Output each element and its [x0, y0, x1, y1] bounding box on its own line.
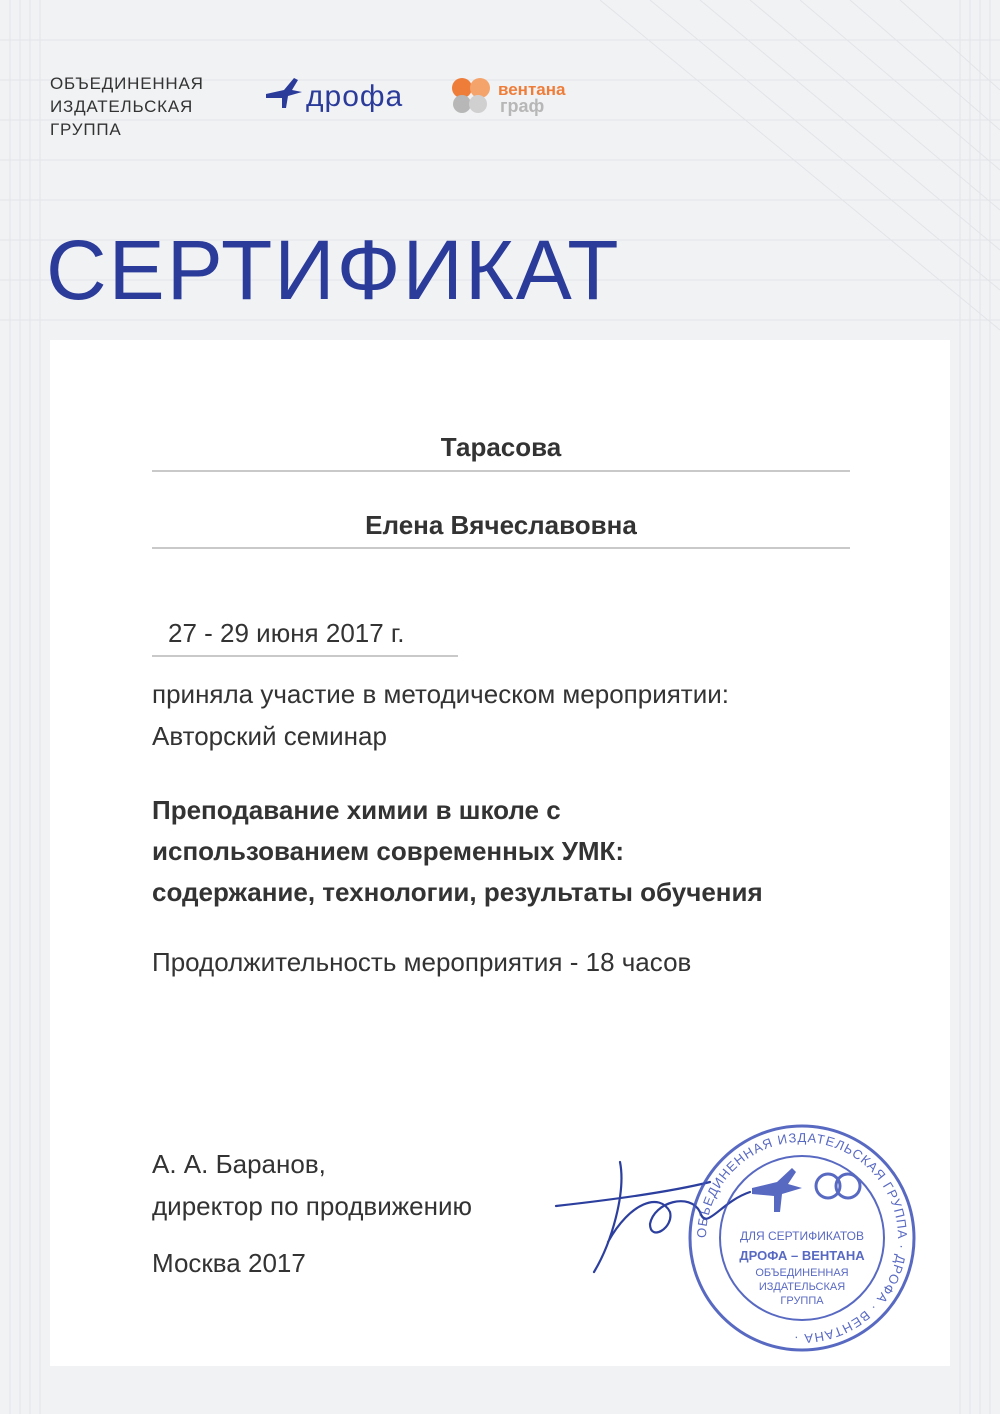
signatory-block [152, 1143, 472, 1227]
stamp-band-text: ДЛЯ СЕРТИФИКАТОВ [739, 1229, 865, 1243]
recipient-name: Елена Вячеславовна [365, 510, 637, 540]
stamp-ring-text: ОБЪЕДИНЕННАЯ ИЗДАТЕЛЬСКАЯ ГРУППА · ДРОФА · ВЕНТАНА · [693, 1129, 911, 1347]
graf-label: граф [500, 96, 545, 116]
participation-text [152, 673, 729, 757]
stamp-center-line-2: ОБЪЕДИНЕННАЯ [755, 1267, 849, 1279]
date-underline [152, 655, 458, 657]
stamp-center-line-1: ДРОФА – ВЕНТАНА [739, 1248, 865, 1263]
ventana-logo [450, 76, 590, 118]
surname-underline [152, 470, 850, 472]
drofa-logo [264, 74, 414, 114]
certificate-title: СЕРТИФИКАТ [46, 223, 621, 317]
event-duration: Продолжительность мероприятия - 18 часов [152, 947, 692, 977]
stamp-center-line-3: ИЗДАТЕЛЬСКАЯ [758, 1281, 846, 1293]
event-topic [152, 790, 763, 913]
group-line-3: ГРУППА [50, 120, 122, 139]
name-underline [152, 547, 850, 549]
topic-line-3: содержание, технологии, результаты обучения [152, 877, 763, 907]
drofa-bird-icon [264, 74, 304, 110]
topic-line-2: использованием современных УМК: [152, 836, 625, 866]
ventana-butterfly-icon [450, 76, 494, 116]
topic-line-1: Преподавание химии в школе с [152, 795, 561, 825]
participation-line-1: приняла участие в методическом мероприятии: [152, 679, 729, 709]
ventana-label: вентана [498, 80, 566, 99]
place-year: Москва 2017 [152, 1248, 306, 1278]
publisher-group-name [50, 72, 240, 141]
stamp-center-line-4: ГРУППА [780, 1295, 824, 1307]
recipient-surname: Тарасова [440, 432, 562, 462]
signatory-name: А. А. Баранов, [152, 1149, 326, 1179]
company-stamp [682, 1118, 922, 1358]
certificate-card [50, 340, 950, 1366]
signatory-position: директор по продвижению [152, 1191, 472, 1221]
drofa-label: дрофа [306, 80, 404, 113]
group-line-1: ОБЪЕДИНЕННАЯ [50, 74, 204, 93]
participation-line-2: Авторский семинар [152, 721, 387, 751]
event-date: 27 - 29 июня 2017 г. [168, 618, 405, 648]
group-line-2: ИЗДАТЕЛЬСКАЯ [50, 97, 194, 116]
